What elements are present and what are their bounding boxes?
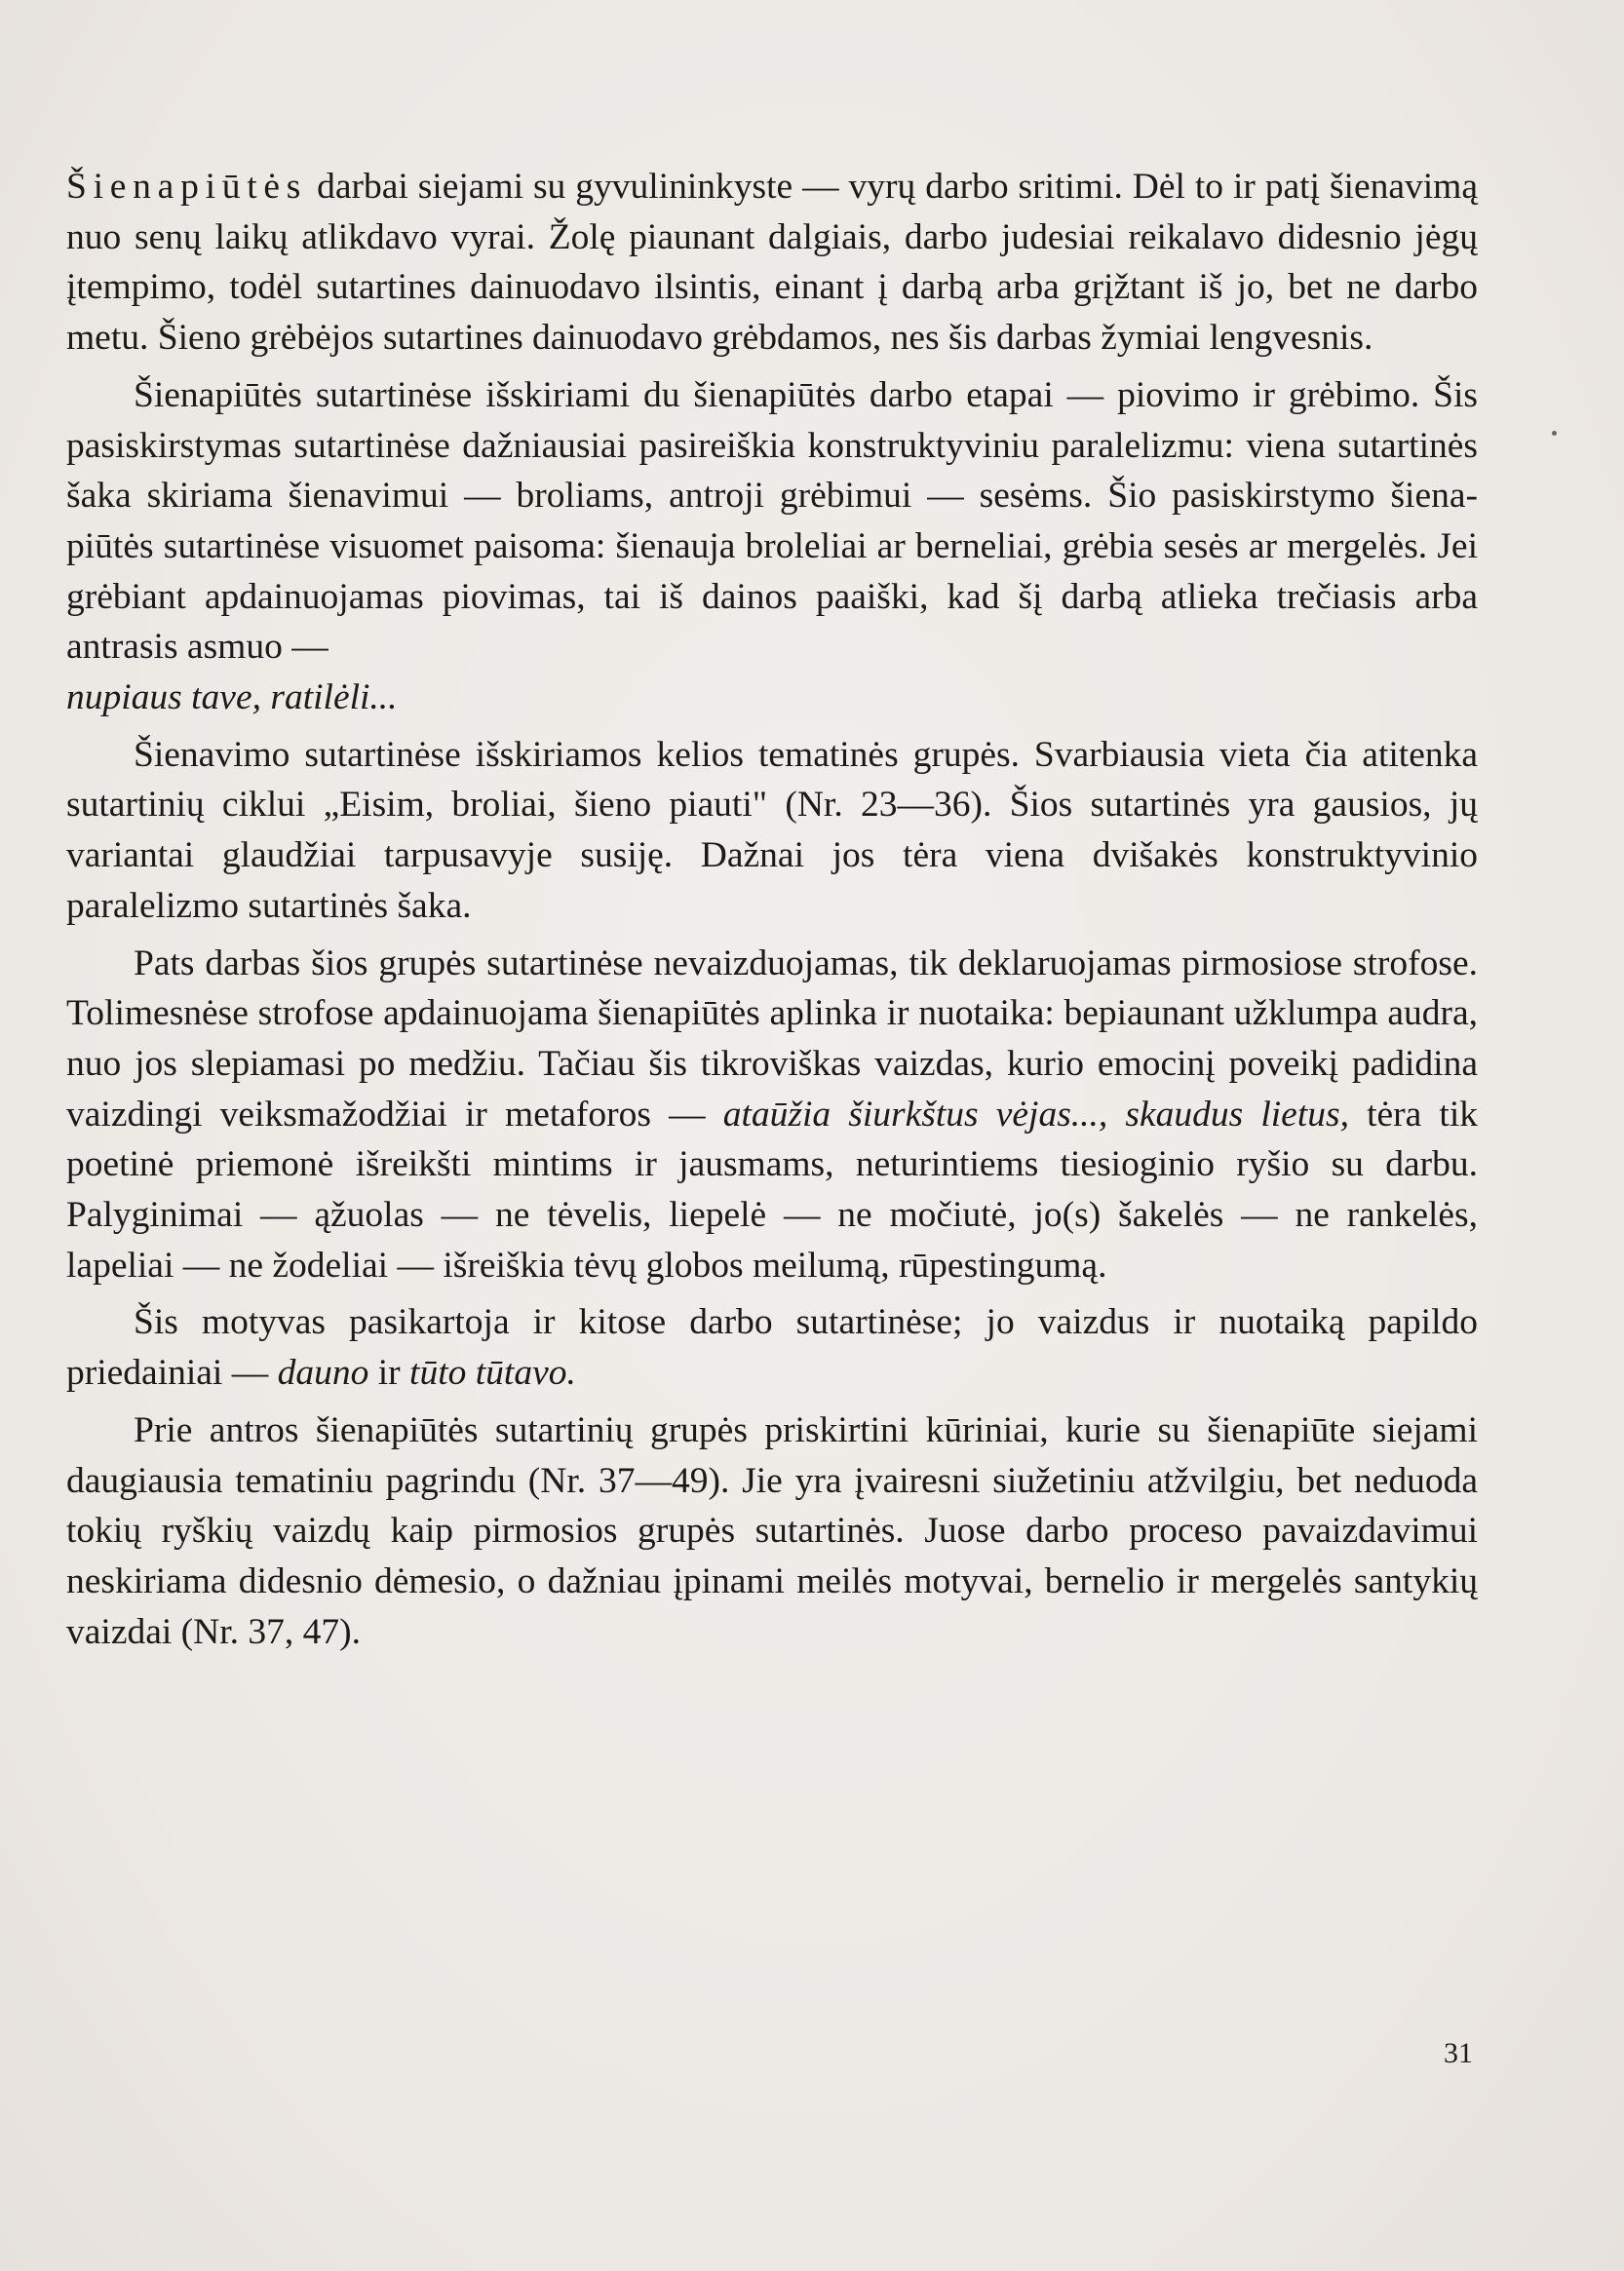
paragraph-4-text-before: Pats darbas šios grupės sutartinėse nevaizduojamas, tik deklaruojamas pirmosiose strofose. Tolimesnėse strofose apdainuojama šienapiūtės aplinka ir nuotaika: bepiaunant užklumpa audra, nuo jos slepiamasi po medžiu. Tačiau šis tikroviškas vaizdas, kurio emocinį poveikį padidina vaizdingi veiksmažodžiai ir metaforos — — [66, 943, 1478, 1135]
paragraph-5-text-before: Šis motyvas pasikartoja ir kitose darbo sutartinėse; jo vaizdus ir nuotaiką papildo priedainiai — — [66, 1302, 1478, 1394]
paragraph-4-italic: ataūžia šiurkštus vėjas..., skaudus lietus, — [722, 1094, 1349, 1135]
paragraph-5 — [66, 1297, 1478, 1398]
body-text — [66, 162, 1478, 1657]
paper-speck — [1552, 431, 1557, 436]
paragraph-5-text-mid: ir — [368, 1353, 410, 1394]
paragraph-4-text-after: tėra tik poetinė priemonė išreikšti mintims ir jausmams, neturintiems tiesioginio ryšio su darbu. Palyginimai — ąžuolas — ne tėvelis, liepelė — ne močiutė, jo(s) šakelės — ne rankelės, lapeliai — ne žodeliai — išreiškia tėvų globos meilumą, rūpestingumą. — [66, 1094, 1478, 1286]
paragraph-5-italic-1: dauno — [277, 1353, 369, 1394]
page-number: 31 — [1444, 2037, 1473, 2069]
paragraph-5-italic-2: tūto tūtavo. — [409, 1353, 576, 1394]
paragraph-3-text: Šienavimo sutartinėse išskiriamos kelios tematinės grupės. Svarbiausia vieta čia atitenka sutartinių ciklui „Eisim, broliai, šieno piauti" (Nr. 23—36). Šios sutartinės yra gausios, jų variantai glaudžiai tarpusavyje susiję. Dažnai jos tėra viena dvišakės konstruktyvinio paralelizmo sutartinės šaka. — [66, 734, 1478, 926]
paragraph-1-text: darbai siejami su gyvulininkyste — vyrų darbo sritimi. Dėl to ir patį šienavimą nuo senų laikų atlikdavo vyrai. Žolę piaunant dalgiais, darbo judesiai reikalavo didesnio jėgų įtempimo, todėl sutartines dainuodavo ilsintis, einant į darbą arba grįžtant iš jo, bet ne darbo metu. Šieno grėbėjos sutartines dainuodavo grėbdamos, nes šis darbas žymiai lengvesnis. — [66, 167, 1478, 359]
paragraph-1 — [66, 162, 1478, 364]
paragraph-2 — [66, 370, 1478, 723]
paragraph-4 — [66, 939, 1478, 1291]
paragraph-6-text: Prie antros šienapiūtės sutartinių grupės priskirtini kūriniai, kurie su šienapiūte siejami daugiausia tematiniu pagrindu (Nr. 37—49). Jie yra įvairesni siužetiniu atžvilgiu, bet neduoda tokių ryškių vaizdų kaip pirmosios grupės sutartinės. Juose darbo proceso pavaizdavimui neskiriama didesnio dėmesio, o dažniau įpinami meilės motyvai, bernelio ir mergelės santykių vaizdai (Nr. 37, 47). — [66, 1409, 1478, 1652]
paragraph-1-lead: Šienapiūtės — [66, 167, 308, 207]
paragraph-2-text: Šienapiūtės sutartinėse išskiriami du šienapiūtės darbo etapai — piovimo ir grėbimo. Šis pasiskirstymas sutartinėse dažniausiai pasireiškia konstruktyviniu paralelizmu: viena sutartinės šaka skiriama šienavimui — broliams, antroji grėbimui — sesėms. Šio pasiskirstymo šienapiūtės sutartinėse visuomet paisoma: šienauja broleliai ar berneliai, grėbia sesės ar mergelės. Jei grėbiant apdainuojamas piovimas, tai iš dainos paaiški, kad šį darbą atlieka trečiasis arba antrasis asmuo — — [66, 374, 1478, 668]
paragraph-6 — [66, 1405, 1478, 1658]
paragraph-3 — [66, 730, 1478, 932]
paragraph-2-italic: nupiaus tave, ratilėli... — [66, 677, 398, 718]
